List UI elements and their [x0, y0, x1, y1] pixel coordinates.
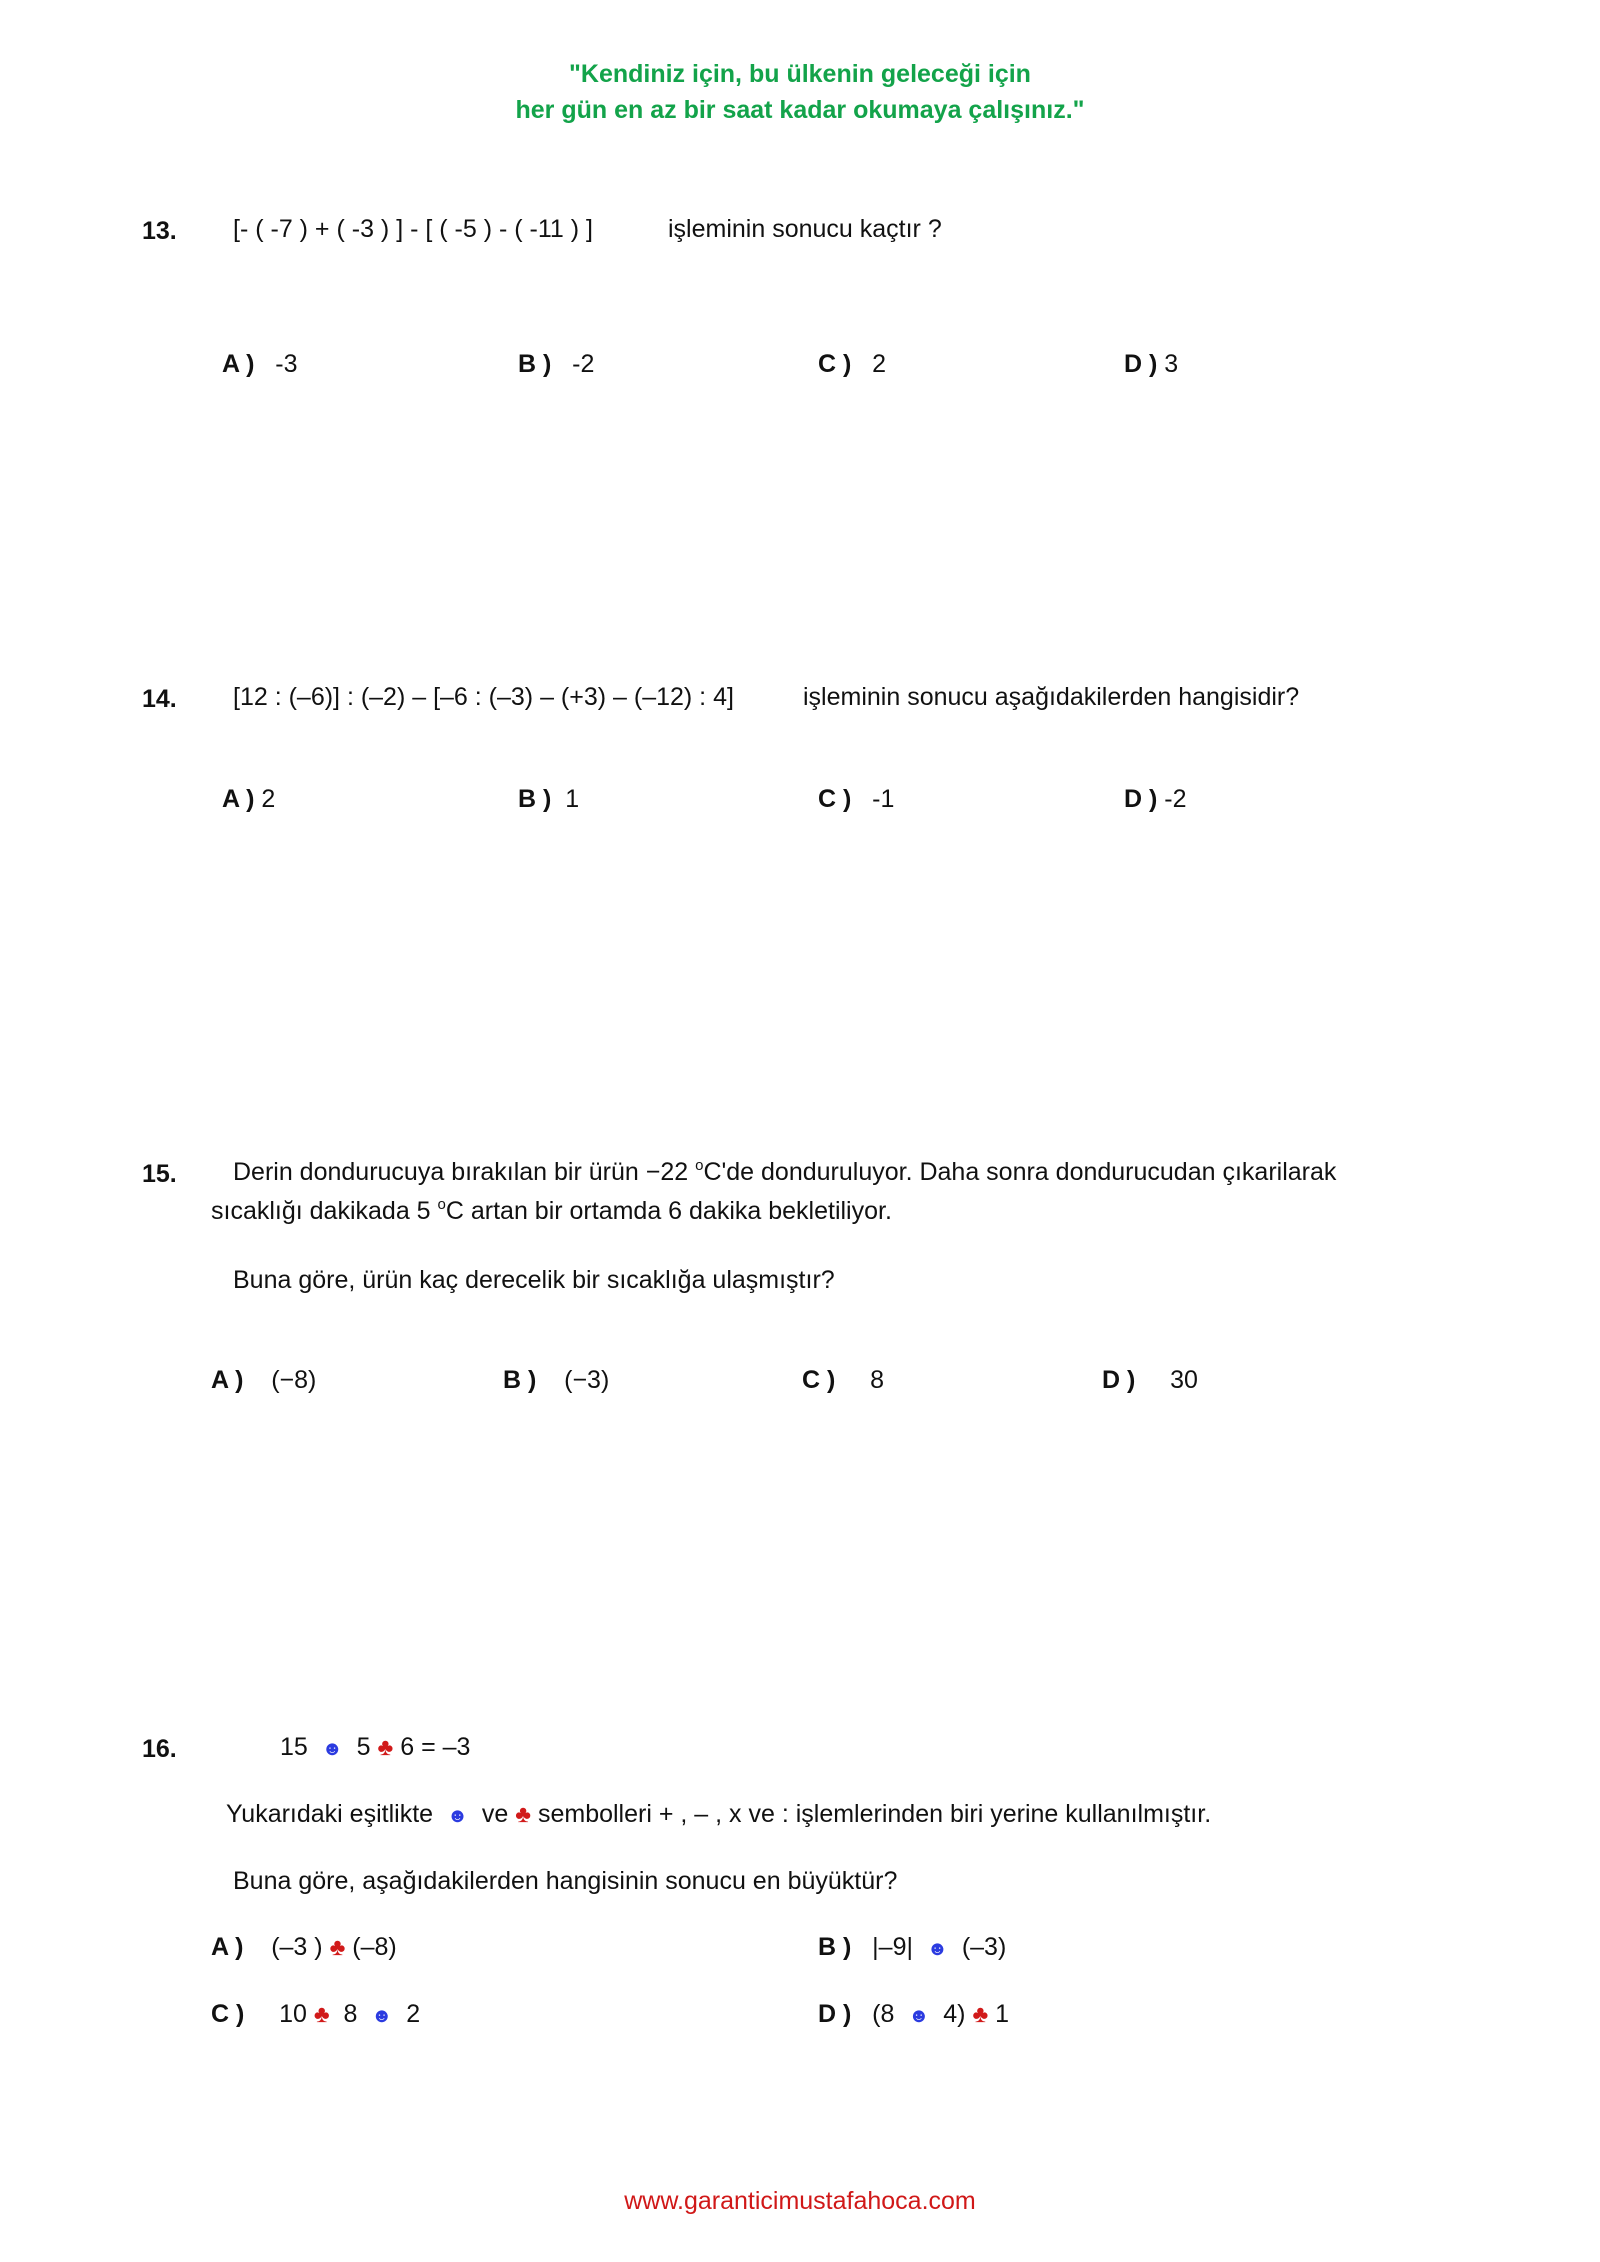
q15-option-b[interactable]	[503, 1366, 609, 1395]
question-13-expression: [- ( -7 ) + ( -3 ) ] - [ ( -5 ) - ( -11 ) ]	[233, 215, 593, 243]
club-symbol-icon: ♣	[313, 2001, 330, 2028]
degree-sign: o	[437, 1196, 446, 1213]
option-label: C )	[211, 2000, 245, 2028]
question-14-number: 14.	[142, 685, 177, 713]
question-14-text: işleminin sonucu aşağıdakilerden hangisidir?	[803, 683, 1300, 711]
q14-option-b[interactable]	[518, 785, 579, 814]
option-label: D )	[1124, 350, 1158, 378]
quote-line-1: "Kendiniz için, bu ülkenin geleceği için	[569, 60, 1031, 88]
q13-option-a[interactable]	[222, 350, 297, 379]
option-value: -3	[275, 350, 298, 378]
question-13-text: işleminin sonucu kaçtır ?	[668, 215, 942, 243]
option-value: -2	[1164, 785, 1187, 813]
option-label: C )	[802, 1366, 836, 1394]
club-symbol-icon: ♣	[377, 1734, 394, 1761]
question-15-number: 15.	[142, 1160, 177, 1188]
question-15-line-1	[233, 1158, 1336, 1187]
option-value: 2	[261, 785, 276, 813]
option-value: 3	[1164, 350, 1179, 378]
option-part: (–3)	[961, 1933, 1007, 1961]
degree-sign: o	[695, 1157, 704, 1174]
option-label: A )	[211, 1366, 244, 1394]
desc-part-a: Yukarıdaki eşitlikte	[226, 1800, 434, 1828]
option-part: 8	[343, 2000, 358, 2028]
option-value: (−3)	[564, 1366, 610, 1394]
eq-part-c: 6 = –3	[400, 1733, 471, 1761]
eq-part-a: 15	[280, 1733, 308, 1761]
option-label: B )	[518, 350, 552, 378]
option-part: 10	[279, 2000, 307, 2028]
question-15-text: Buna göre, ürün kaç derecelik bir sıcaklığa ulaşmıştır?	[233, 1266, 835, 1294]
option-value: 30	[1170, 1366, 1198, 1394]
q13-option-d[interactable]	[1124, 350, 1178, 379]
option-label: C )	[818, 350, 852, 378]
question-16-equation	[280, 1733, 470, 1762]
q13-option-c[interactable]	[818, 350, 886, 379]
q15-option-a[interactable]	[211, 1366, 316, 1395]
q13-option-b[interactable]	[518, 350, 594, 379]
option-value: 1	[565, 785, 580, 813]
option-part: 2	[406, 2000, 421, 2028]
smile-symbol-icon: ☻	[371, 2005, 393, 2027]
option-part: (–8)	[352, 1933, 397, 1961]
question-15-line-2	[211, 1197, 892, 1226]
option-part: 1	[995, 2000, 1010, 2028]
desc-part-b: ve	[481, 1800, 509, 1828]
question-16-number: 16.	[142, 1735, 177, 1763]
option-label: A )	[222, 350, 255, 378]
option-label: D )	[818, 2000, 852, 2028]
option-value: -2	[572, 350, 595, 378]
option-label: A )	[211, 1933, 244, 1961]
option-part: (–3 )	[271, 1933, 323, 1961]
option-part: 4)	[943, 2000, 966, 2028]
q15-line2-part-a: sıcaklığı dakikada 5	[211, 1197, 438, 1225]
option-label: A )	[222, 785, 255, 813]
q15-line1-part-b: C'de donduruluyor. Daha sonra dondurucudan çıkarilarak	[703, 1158, 1337, 1186]
q15-option-c[interactable]	[802, 1366, 884, 1395]
club-symbol-icon: ♣	[515, 1801, 532, 1828]
option-value: (−8)	[271, 1366, 317, 1394]
q15-option-d[interactable]	[1102, 1366, 1198, 1395]
option-label: C )	[818, 785, 852, 813]
option-value: 8	[870, 1366, 884, 1394]
q14-option-a[interactable]	[222, 785, 275, 814]
footer-url[interactable]: www.garanticimustafahoca.com	[624, 2187, 976, 2215]
option-label: B )	[818, 1933, 852, 1961]
option-value: 2	[872, 350, 887, 378]
smile-symbol-icon: ☻	[321, 1738, 343, 1760]
option-label: B )	[503, 1366, 537, 1394]
desc-part-c: sembolleri + , – , x ve : işlemlerinden biri yerine kullanılmıştır.	[537, 1800, 1212, 1828]
quote-line-2: her gün en az bir saat kadar okumaya çalışınız."	[515, 96, 1085, 124]
smile-symbol-icon: ☻	[908, 2005, 930, 2027]
smile-symbol-icon: ☻	[926, 1938, 948, 1960]
option-part: |–9|	[872, 1933, 913, 1961]
eq-part-b: 5	[356, 1733, 371, 1761]
club-symbol-icon: ♣	[972, 2001, 989, 2028]
q16-option-d[interactable]	[818, 2000, 1009, 2029]
question-16-text: Buna göre, aşağıdakilerden hangisinin sonucu en büyüktür?	[233, 1867, 898, 1895]
option-label: D )	[1102, 1366, 1136, 1394]
q16-option-b[interactable]	[818, 1933, 1006, 1962]
club-symbol-icon: ♣	[329, 1934, 346, 1961]
question-16-description	[226, 1800, 1211, 1829]
q16-option-c[interactable]	[211, 2000, 420, 2029]
option-label: B )	[518, 785, 552, 813]
question-14-expression: [12 : (–6)] : (–2) – [–6 : (–3) – (+3) – (–12) : 4]	[233, 683, 734, 711]
option-part: (8	[872, 2000, 895, 2028]
option-label: D )	[1124, 785, 1158, 813]
smile-symbol-icon: ☻	[446, 1805, 468, 1827]
header-quote	[0, 56, 1600, 128]
option-value: -1	[872, 785, 895, 813]
question-13-number: 13.	[142, 217, 177, 245]
q16-option-a[interactable]	[211, 1933, 397, 1962]
q14-option-c[interactable]	[818, 785, 894, 814]
q14-option-d[interactable]	[1124, 785, 1187, 814]
q15-line1-part-a: Derin dondurucuya bırakılan bir ürün −22	[233, 1158, 696, 1186]
q15-line2-part-b: C artan bir ortamda 6 dakika bekletiliyor.	[445, 1197, 892, 1225]
